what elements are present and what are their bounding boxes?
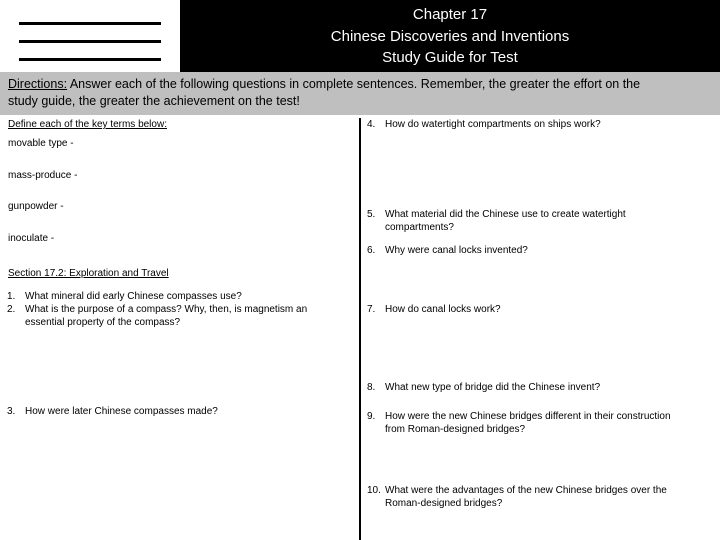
question-number: 3. [7, 406, 16, 417]
page-header [180, 0, 720, 72]
question-text: What is the purpose of a compass? Why, then, is magnetism an [25, 304, 308, 315]
question-text: How were the new Chinese bridges different in their construction [385, 411, 671, 422]
question-text-cont: essential property of the compass? [25, 317, 181, 328]
question-9 [367, 411, 712, 437]
term-inoculate: inoculate - [8, 233, 55, 244]
question-5 [367, 209, 712, 235]
question-number: 6. [367, 245, 376, 256]
question-text: What new type of bridge did the Chinese invent? [385, 382, 601, 393]
question-number: 7. [367, 304, 376, 315]
question-number: 4. [367, 119, 376, 130]
directions-text-2: study guide, the greater the achievement on the test! [8, 94, 300, 108]
question-text-cont: Roman-designed bridges? [385, 498, 503, 509]
directions-text: Answer each of the following questions in complete sentences. Remember, the greater the effort on the [67, 77, 641, 91]
term-gunpowder: gunpowder - [8, 201, 64, 212]
column-divider [359, 118, 361, 540]
question-number: 2. [7, 304, 16, 315]
question-text: How do watertight compartments on ships work? [385, 119, 601, 130]
question-text: How were later Chinese compasses made? [25, 406, 218, 417]
question-text-cont: from Roman-designed bridges? [385, 424, 526, 435]
question-text: What material did the Chinese use to create watertight [385, 209, 626, 220]
question-text: What mineral did early Chinese compasses use? [25, 291, 242, 302]
question-text: How do canal locks work? [385, 304, 501, 315]
chapter-subtitle: Chinese Discoveries and Inventions [330, 27, 570, 45]
question-text: What were the advantages of the new Chinese bridges over the [385, 485, 667, 496]
question-text-cont: compartments? [385, 222, 454, 233]
term-mass-produce: mass-produce - [8, 170, 78, 181]
directions-banner [0, 72, 720, 115]
question-2 [7, 304, 352, 330]
logo-area [0, 0, 180, 72]
question-10 [367, 485, 712, 511]
logo-line [19, 40, 161, 43]
question-text: Why were canal locks invented? [385, 245, 528, 256]
key-terms-heading: Define each of the key terms below: [8, 119, 167, 130]
study-guide-title: Study Guide for Test [382, 49, 518, 66]
question-number: 8. [367, 382, 376, 393]
chapter-title: Chapter 17 [412, 6, 488, 23]
question-number: 5. [367, 209, 376, 220]
question-number: 9. [367, 411, 376, 422]
section-heading: Section 17.2: Exploration and Travel [8, 268, 169, 279]
question-number: 10. [367, 485, 381, 496]
logo-line [19, 22, 161, 25]
directions-label: Directions: [8, 77, 68, 91]
term-movable-type: movable type - [8, 138, 74, 149]
logo-line [19, 58, 161, 61]
question-number: 1. [7, 291, 16, 302]
